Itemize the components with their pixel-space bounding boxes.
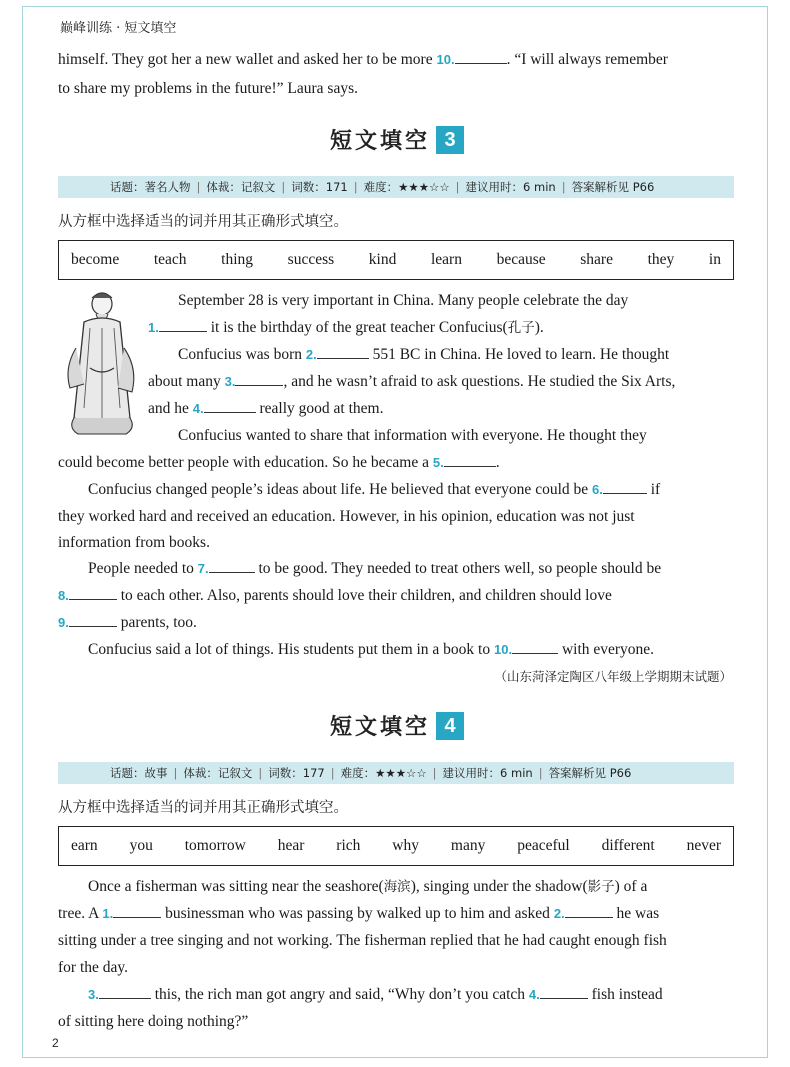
blank-number: 2.: [305, 347, 317, 362]
word-bank-item: they: [647, 251, 675, 268]
blank-number: 3.: [88, 987, 99, 1002]
section-4-info-bar: 话题：故事 | 体裁：记叙文 | 词数：177 | 难度：★★★☆☆ | 建议用时：6 min | 答案解析见 P66: [58, 762, 734, 784]
word-bank-item: success: [287, 251, 335, 268]
word-bank-item: become: [71, 251, 120, 268]
word-bank-item: share: [580, 251, 613, 268]
word-bank-item: many: [450, 837, 486, 854]
blank-number: 9.: [58, 615, 69, 630]
blank-number: 3.: [224, 374, 236, 389]
passage-3-p4-line-3: information from books.: [58, 534, 210, 551]
blank-number: 1.: [148, 320, 159, 335]
section-4-title: 短文填空 4: [330, 710, 464, 741]
word-bank-item: never: [686, 837, 721, 854]
passage-3-p4-line-2: they worked hard and received an education. However, in his opinion, education was not just: [58, 508, 635, 525]
word-bank-item: learn: [430, 251, 462, 268]
word-bank-item: peaceful: [517, 837, 570, 854]
passage-3-p1-line-1: September 28 is very important in China. Many people celebrate the day: [178, 292, 629, 309]
source-note: （山东菏泽定陶区八年级上学期期末试题）: [494, 669, 732, 684]
section-3-info-bar: 话题：著名人物 | 体裁：记叙文 | 词数：171 | 难度：★★★☆☆ | 建议用时：6 min | 答案解析见 P66: [58, 176, 734, 198]
word-bank-item: different: [601, 837, 655, 854]
blank-number: 4.: [528, 987, 540, 1002]
passage-3-p5-line-1: People needed to 7. to be good. They needed to treat others well, so people should be: [88, 560, 662, 577]
passage-4-p2-line-1: 3. this, the rich man got angry and said, “Why don’t you catch 4. fish instead: [88, 986, 663, 1003]
blank-number: 10.: [436, 52, 455, 67]
word-bank-item: teach: [153, 251, 187, 268]
word-bank-item: because: [496, 251, 546, 268]
passage-3-p2-line-2: about many 3. , and he wasn’t afraid to ask questions. He studied the Six Arts,: [148, 373, 676, 390]
passage-3-p6-line-1: Confucius said a lot of things. His students put them in a book to 10. with everyone.: [88, 641, 655, 658]
passage-3-p5-line-3: 9. parents, too.: [58, 614, 197, 631]
blank-number: 10.: [494, 642, 513, 657]
section-3-title: 短文填空 3: [330, 124, 464, 155]
word-bank-item: tomorrow: [184, 837, 246, 854]
word-bank-item: you: [129, 837, 153, 854]
word-bank-item: thing: [221, 251, 254, 268]
answer-blank[interactable]: [209, 559, 255, 573]
section-number-badge: 4: [436, 712, 464, 740]
passage-3-p5-line-2: 8. to each other. Also, parents should love their children, and children should love: [58, 587, 612, 604]
passage-3-p3-line-1: Confucius wanted to share that information with everyone. He thought they: [178, 427, 647, 444]
answer-blank[interactable]: [69, 586, 117, 600]
answer-blank[interactable]: [455, 50, 507, 64]
passage-4-p1-line-2: tree. A 1. businessman who was passing by walked up to him and asked 2. he was: [58, 905, 660, 922]
blank-number: 1.: [102, 906, 114, 921]
answer-blank[interactable]: [204, 399, 256, 413]
answer-blank[interactable]: [159, 318, 207, 332]
passage-4-p2-line-2: of sitting here doing nothing?”: [58, 1013, 249, 1030]
blank-number: 8.: [58, 588, 69, 603]
answer-blank[interactable]: [69, 613, 117, 627]
answer-blank[interactable]: [512, 640, 558, 654]
passage-3-p2-line-3: and he 4. really good at them.: [148, 400, 384, 417]
word-bank-item: why: [392, 837, 419, 854]
word-bank-item: kind: [368, 251, 397, 268]
word-bank-item: rich: [336, 837, 361, 854]
carryover-line-2: to share my problems in the future!” Laura says.: [58, 80, 359, 97]
passage-4-p1-line-1: Once a fisherman was sitting near the seashore(海滨), singing under the shadow(影子) of a: [88, 878, 648, 895]
blank-number: 7.: [197, 561, 209, 576]
passage-4-p1-line-4: for the day.: [58, 959, 129, 976]
word-bank-item: in: [708, 251, 721, 268]
section-3-instruction: 从方框中选择适当的词并用其正确形式填空。: [58, 214, 348, 230]
answer-blank[interactable]: [235, 372, 283, 386]
blank-number: 4.: [192, 401, 204, 416]
passage-3-p1-line-2: 1. it is the birthday of the great teacher Confucius(孔子).: [148, 319, 544, 336]
passage-4-p1-line-3: sitting under a tree singing and not working. The fisherman replied that he had caught enough fish: [58, 932, 667, 949]
section-3-word-bank: [58, 240, 734, 280]
answer-blank[interactable]: [565, 904, 613, 918]
blank-number: 2.: [553, 906, 565, 921]
passage-3-p4-line-1: Confucius changed people’s ideas about life. He believed that everyone could be 6. if: [88, 481, 661, 498]
word-bank-item: hear: [277, 837, 305, 854]
carryover-line-1: himself. They got her a new wallet and asked her to be more 10. . “I will always remember: [58, 51, 668, 68]
section-4-instruction: 从方框中选择适当的词并用其正确形式填空。: [58, 800, 348, 816]
page-frame: [22, 6, 768, 1058]
answer-blank[interactable]: [113, 904, 161, 918]
running-head: 巅峰训练 · 短文填空: [60, 21, 177, 36]
answer-blank[interactable]: [99, 985, 151, 999]
answer-blank[interactable]: [444, 453, 496, 467]
section-number-badge: 3: [436, 126, 464, 154]
blank-number: 5.: [432, 455, 444, 470]
passage-3-p3-line-2: could become better people with education. So he became a 5. .: [58, 454, 500, 471]
word-bank-item: earn: [71, 837, 98, 854]
passage-3-p2-line-1: Confucius was born 2. 551 BC in China. He loved to learn. He thought: [178, 346, 670, 363]
blank-number: 6.: [592, 482, 603, 497]
answer-blank[interactable]: [317, 345, 369, 359]
page-number: 2: [52, 1036, 59, 1050]
confucius-illustration: [54, 288, 144, 438]
answer-blank[interactable]: [603, 480, 647, 494]
answer-blank[interactable]: [540, 985, 588, 999]
section-4-word-bank: [58, 826, 734, 866]
